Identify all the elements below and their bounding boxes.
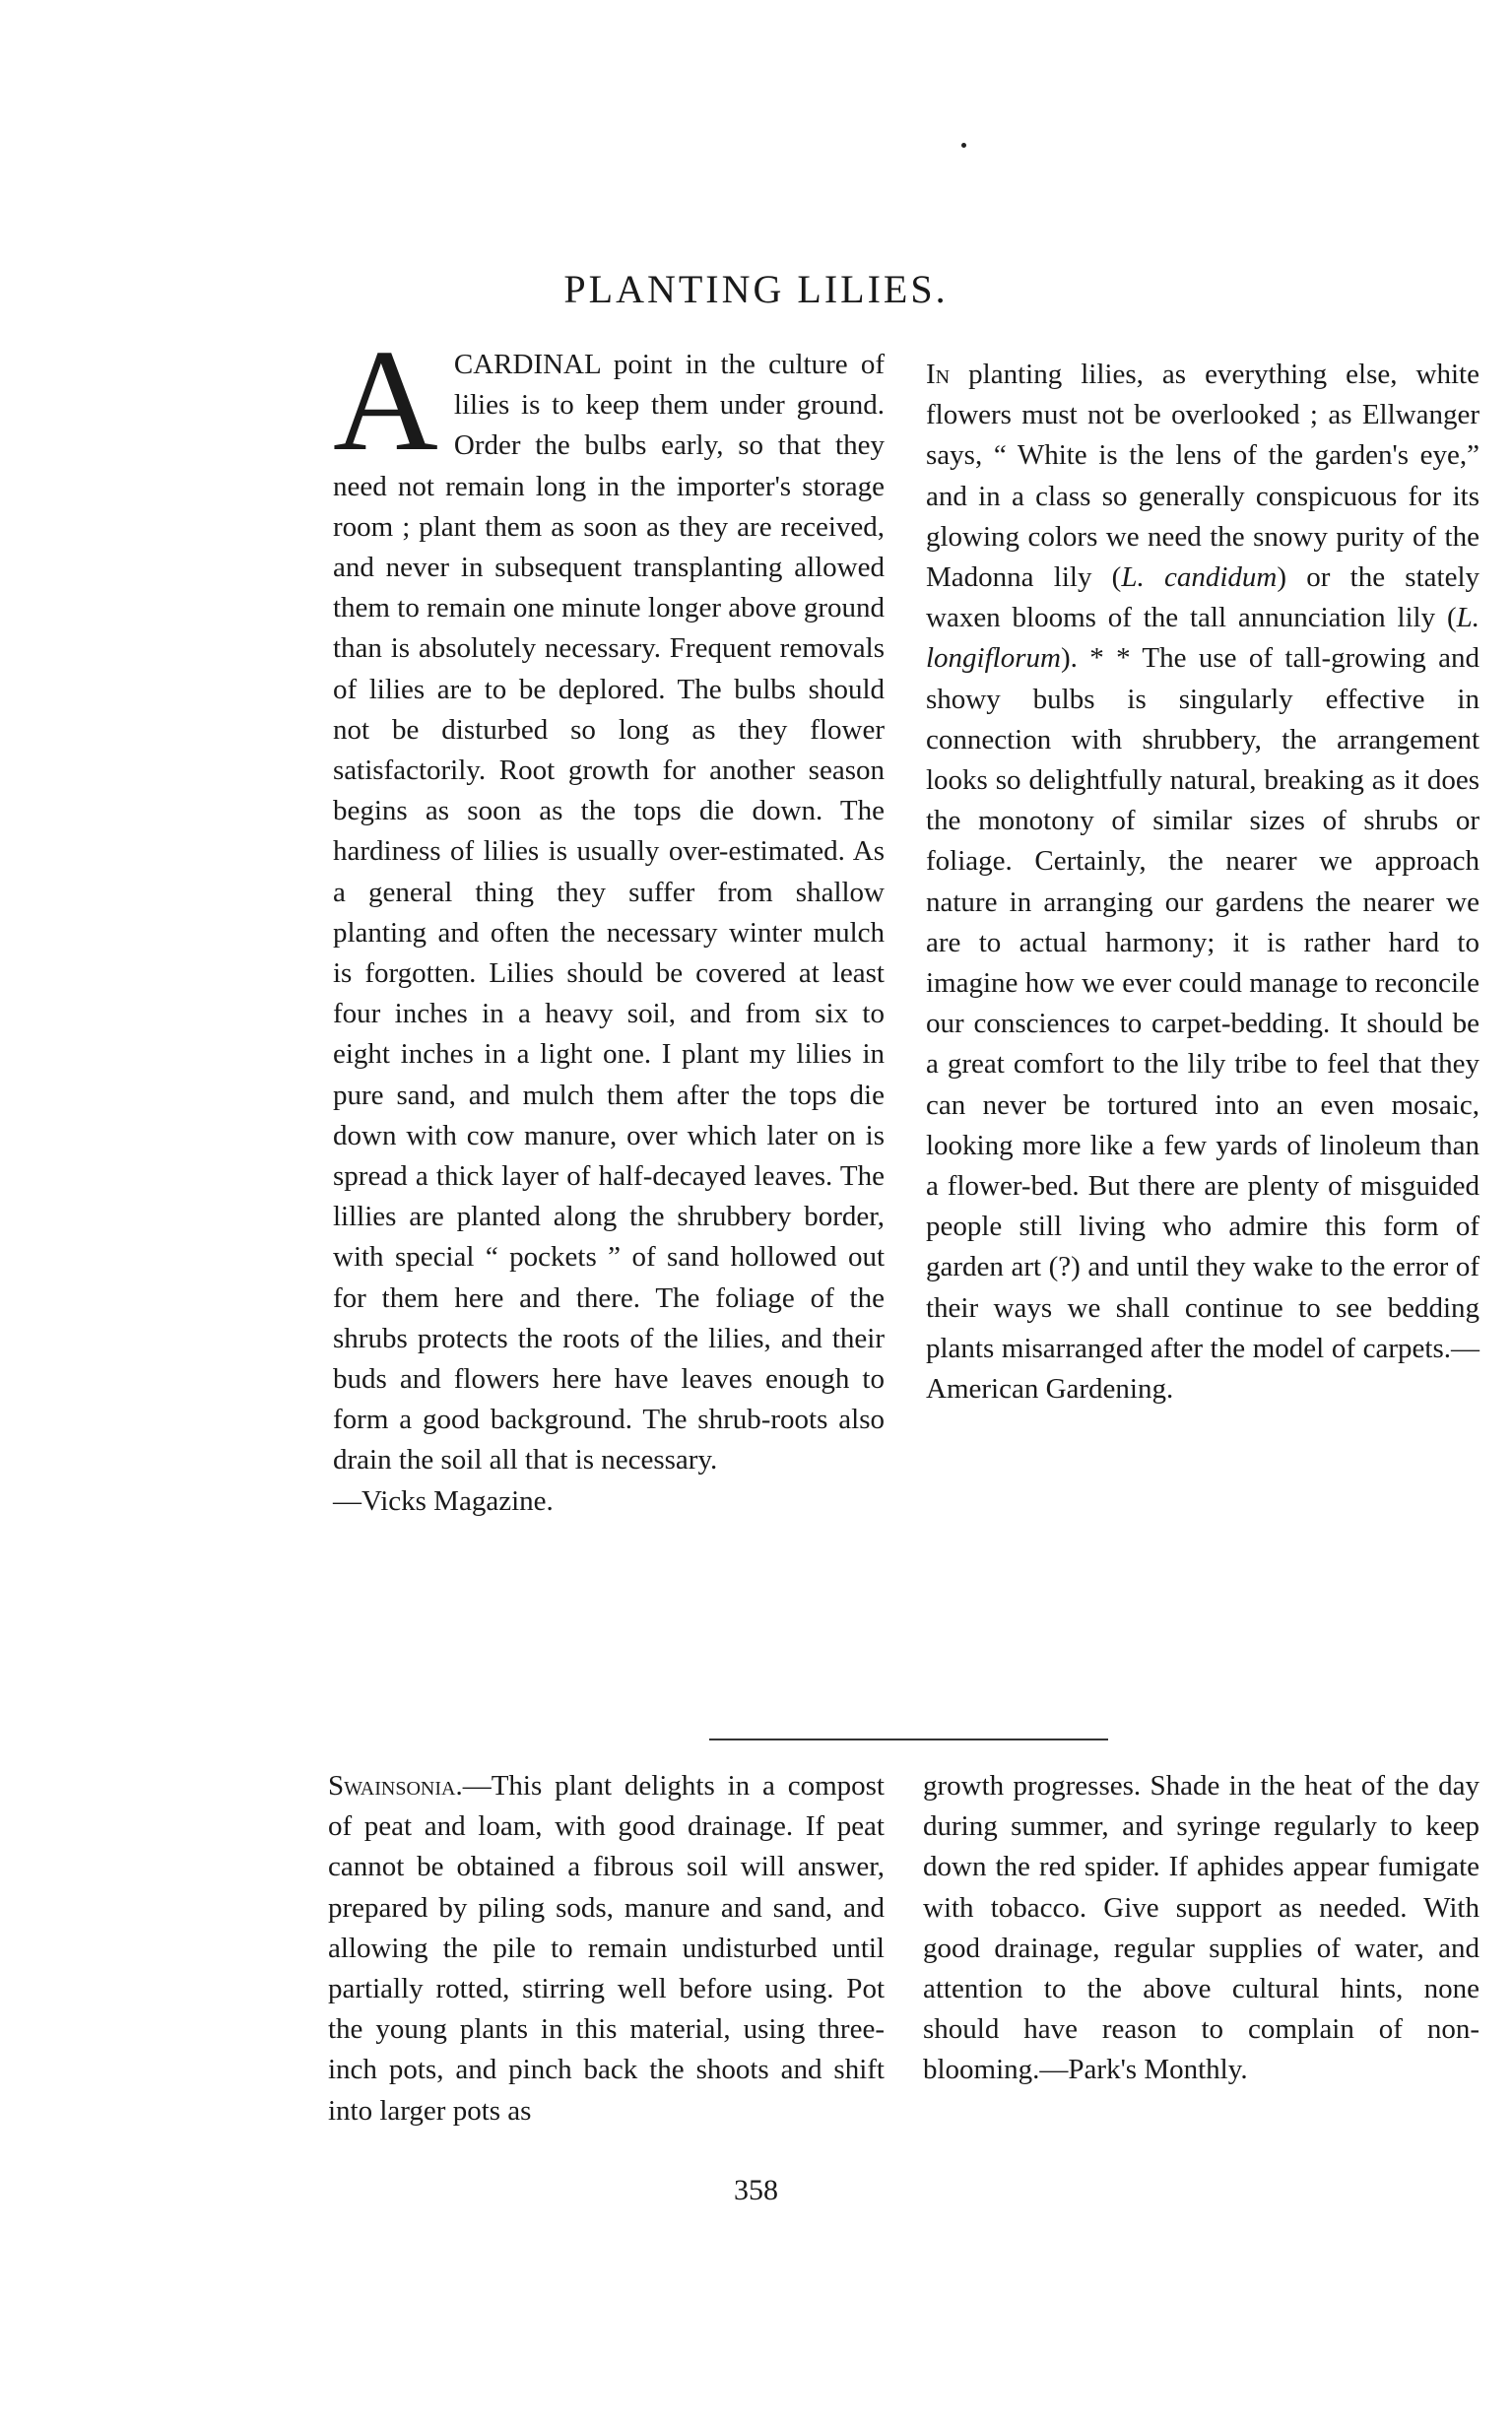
drop-cap: A xyxy=(333,320,438,482)
lilies-column-left xyxy=(333,320,885,1522)
swainsonia-right-text: growth progresses. Shade in the heat of the day during summer, and syringe regularly to keep down the red spider. If aphides appear fumigate with tobacco. Give support as needed. With good drainage, regular supplies of water, and attention to the above cultural hints, none should have reason to complain of non-blooming.—Park's Monthly. xyxy=(923,1770,1479,2086)
swainsonia-left-text: —This plant delights in a compost of peat and loam, with good drainage. If peat cannot be obtained a fibrous soil will answer, prepared by piling sods, manure and sand, and allowing the pile to remain undisturbed until partially rotted, stirring well before using. Pot the young plants in this material, using three-inch pots, and pinch back the shoots and shift into larger pots as xyxy=(328,1770,885,2127)
lilies-right-text-b: ) or the stately waxen blooms of the tall annunciation lily ( xyxy=(926,561,1480,634)
species-longiflorum: L. longiflorum xyxy=(926,602,1479,675)
lead-word: In xyxy=(926,359,951,390)
swainsonia-column-left xyxy=(328,1766,885,2132)
article-title: PLANTING LILIES. xyxy=(563,267,949,311)
section-divider xyxy=(709,1739,1108,1740)
swainsonia-heading: Swainsonia. xyxy=(328,1770,463,1802)
lead-word: CARDINAL xyxy=(453,349,601,380)
swainsonia-column-right xyxy=(923,1766,1479,2091)
lilies-right-text-c: ). * * The use of tall-growing and showy bulbs is singularly effective in connection with shrubbery, the arrangement looks so delightfully natural, breaking as it does the monotony of similar sizes of shrubs or foliage. Certainly, the nearer we approach nature in arranging our gardens the nearer we are to actual harmony; it is rather hard to imagine how we ever could manage to reconcile our consciences to carpet-bedding. It should be a great comfort to the lily tribe to feel that they can never be tortured into an even mosaic, looking more like a few yards of linoleum than a flower-bed. But there are plenty of misguided people still living who admire this form of garden art (?) and until they wake to the error of their ways we shall continue to see bedding plants misarranged after the model of carpets.—American Gardening. xyxy=(926,642,1479,1406)
species-candidum: L. candidum xyxy=(1121,561,1278,594)
signature-vicks: —Vicks Magazine. xyxy=(333,1484,554,1517)
lilies-right-text-a: planting lilies, as everything else, white flowers must not be overlooked ; as Ellwanger says, “ White is the lens of the garden's eye,” and in a class so generally conspicuous for its glowing colors we need the snowy purity of the Madonna lily ( xyxy=(926,359,1479,594)
lilies-column-right xyxy=(926,355,1479,1410)
lilies-left-text: point in the culture of lilies is to keep them under ground. Order the bulbs early, so that they need not remain long in the importer's storage room ; plant them as soon as they are received, and never in subsequent transplanting allowed them to remain one minute longer above ground than is absolutely necessary. Frequent removals of lilies are to be deplored. The bulbs should not be disturbed so long as they flower satisfactorily. Root growth for another season begins as soon as the tops die down. The hardiness of lilies is usually over-estimated. As a general thing they suffer from shallow planting and often the necessary winter mulch is forgotten. Lilies should be covered at least four inches in a heavy soil, and from six to eight inches in a light one. I plant my lilies in pure sand, and mulch them after the tops die down with cow manure, over which later on is spread a thick layer of half-decayed leaves. The lillies are planted along the shrubbery border, with special “ pockets ” of sand hollowed out for them here and there. The foliage of the shrubs protects the roots of the lilies, and their buds and flowers here have leaves enough to form a good background. The shrub-roots also drain the soil all that is necessary. xyxy=(333,349,885,1476)
page-number: 358 xyxy=(734,2174,778,2206)
stray-dot xyxy=(961,143,966,148)
